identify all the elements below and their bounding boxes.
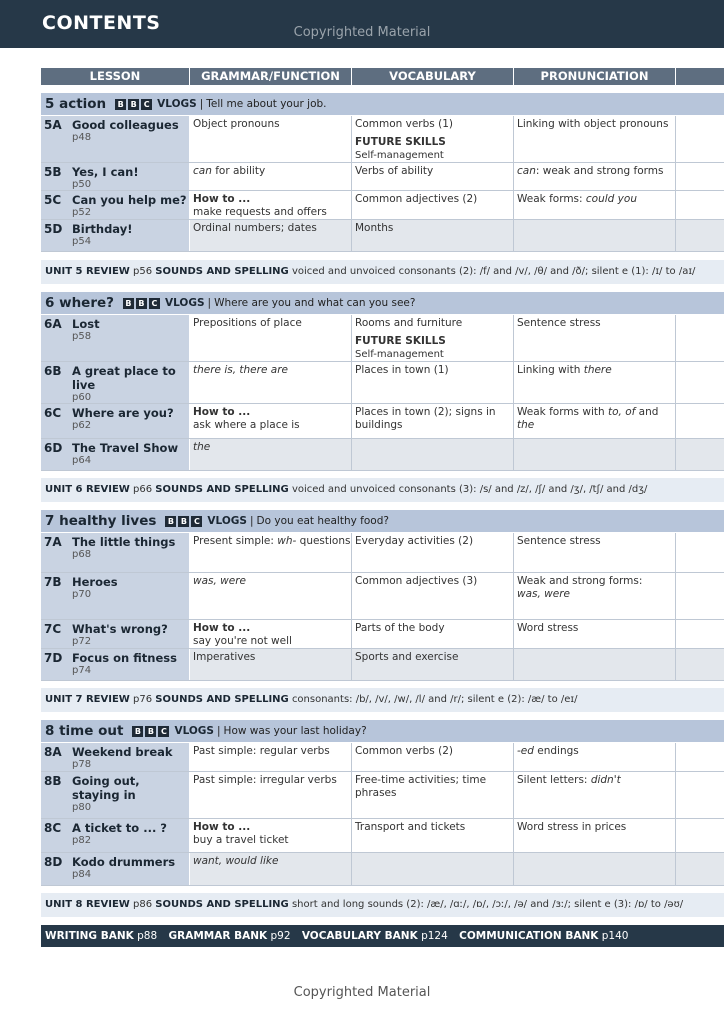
lesson-title[interactable]: A ticket to ... ? [72, 821, 167, 835]
lesson-code: 6C [41, 404, 69, 439]
column-header-extra [676, 68, 724, 85]
watermark-top: Copyrighted Material [293, 25, 431, 40]
column-header-grammar: GRAMMAR/FUNCTION [190, 68, 352, 85]
how-to-label: How to ... [193, 193, 251, 205]
unit-review-row[interactable] [41, 260, 724, 284]
lesson-code: 7B [41, 573, 69, 620]
grammar-line [193, 575, 351, 588]
grammar-cell [190, 315, 352, 362]
pronunciation-line [517, 118, 675, 131]
grammar-text: ask where a place is [193, 419, 300, 431]
vocabulary-cell [352, 533, 514, 573]
grammar-cell [190, 439, 352, 471]
grammar-text: Past simple: regular verbs [193, 745, 330, 757]
footer-vocabulary-bank[interactable]: VOCABULARY BANK [301, 930, 418, 942]
vlogs-separator: | [217, 725, 221, 737]
lesson-cell [69, 819, 190, 853]
extra-column-cell [676, 404, 724, 439]
extra-column-cell [676, 649, 724, 681]
lesson-row[interactable] [41, 116, 724, 163]
lesson-row[interactable] [41, 743, 724, 772]
lesson-row[interactable] [41, 819, 724, 853]
lesson-title[interactable]: The Travel Show [72, 441, 179, 455]
lesson-code: 5A [41, 116, 69, 163]
lesson-code: 8A [41, 743, 69, 772]
lesson-cell [69, 163, 190, 191]
grammar-text: Past simple: irregular verbs [193, 774, 337, 786]
footer-communication-page: p140 [601, 930, 629, 942]
vocabulary-text: Everyday activities (2) [355, 535, 474, 547]
grammar-italic: can [193, 165, 212, 177]
pronunciation-italic-2: there [583, 364, 612, 376]
grammar-cell [190, 116, 352, 163]
vocabulary-text: Verbs of ability [355, 165, 434, 177]
pronunciation-tail: and [635, 406, 659, 418]
future-skills-sub: Self-management [355, 150, 444, 161]
lesson-code: 8D [41, 853, 69, 886]
lesson-cell [69, 772, 190, 819]
pronunciation-line [517, 774, 675, 787]
pronunciation-cell [514, 220, 676, 252]
pronunciation-text: Sentence stress [517, 535, 601, 547]
unit-header [41, 93, 724, 115]
pronunciation-text: endings [533, 745, 579, 757]
lesson-code: 7D [41, 649, 69, 681]
lesson-title[interactable]: Good colleagues [72, 118, 179, 132]
lesson-page: p82 [72, 835, 92, 846]
vocabulary-text: Common verbs (1) [355, 118, 453, 130]
pronunciation-line [517, 193, 675, 206]
pronunciation-text: Weak forms with [517, 406, 608, 418]
lesson-row[interactable] [41, 220, 724, 252]
column-header-lesson: LESSON [41, 68, 190, 85]
grammar-cell [190, 404, 352, 439]
unit-header [41, 292, 724, 314]
lesson-cell [69, 853, 190, 886]
lesson-title[interactable]: Yes, I can! [72, 165, 139, 179]
row-divider [41, 251, 724, 252]
pronunciation-text: Weak forms: [517, 193, 586, 205]
sounds-spelling-label: SOUNDS AND SPELLING [155, 266, 289, 277]
grammar-text: say you're not well [193, 635, 292, 647]
extra-column-cell [676, 362, 724, 404]
lesson-page: p54 [72, 236, 92, 247]
grammar-line [193, 774, 351, 787]
watermark-bottom: Copyrighted Material [293, 985, 431, 1000]
pronunciation-cell [514, 620, 676, 649]
extra-column-cell [676, 743, 724, 772]
lesson-page: p50 [72, 179, 92, 190]
pronunciation-text: Word stress in prices [517, 821, 627, 833]
grammar-cell [190, 362, 352, 404]
grammar-line [193, 651, 351, 664]
grammar-line [193, 441, 351, 454]
pronunciation-cell [514, 362, 676, 404]
review-page: p56 [133, 266, 153, 277]
pronunciation-line [517, 622, 675, 635]
footer-banks [41, 925, 724, 947]
lesson-row[interactable] [41, 853, 724, 886]
lesson-title[interactable]: Going out, staying in [72, 774, 140, 802]
footer-grammar-page: p92 [270, 930, 291, 942]
extra-column-cell [676, 819, 724, 853]
unit-review-row[interactable] [41, 688, 724, 712]
pronunciation-text: Sentence stress [517, 317, 601, 329]
pronunciation-italic: -ed [517, 745, 534, 757]
lesson-cell [69, 315, 190, 362]
lesson-title[interactable]: Heroes [72, 575, 118, 589]
vocabulary-cell [352, 853, 514, 886]
vocabulary-text: Parts of the body [355, 622, 445, 634]
grammar-line [193, 317, 351, 330]
extra-column-cell [676, 620, 724, 649]
lesson-code: 5C [41, 191, 69, 220]
pronunciation-cell [514, 853, 676, 886]
grammar-text: Ordinal numbers; dates [193, 222, 317, 234]
lesson-page: p80 [72, 802, 92, 813]
lesson-code: 8C [41, 819, 69, 853]
pronunciation-cell [514, 573, 676, 620]
lesson-page: p52 [72, 207, 92, 218]
grammar-line [193, 165, 351, 178]
unit-header [41, 510, 724, 532]
footer-writing-bank[interactable]: WRITING BANK [45, 930, 134, 942]
lesson-code: 5D [41, 220, 69, 252]
lesson-row[interactable] [41, 191, 724, 220]
grammar-text: make requests and offers [193, 206, 327, 218]
lesson-row[interactable] [41, 533, 724, 573]
lesson-row[interactable] [41, 439, 724, 471]
vlog-question[interactable]: How was your last holiday? [223, 725, 367, 737]
grammar-italic: want, would like [193, 855, 279, 867]
lesson-title[interactable]: Where are you? [72, 406, 174, 420]
lesson-row[interactable] [41, 620, 724, 649]
pronunciation-italic-line2: was, were [517, 588, 570, 600]
row-divider [41, 885, 724, 886]
vlogs-label: VLOGS [157, 98, 197, 110]
vocabulary-cell [352, 743, 514, 772]
review-label[interactable]: UNIT 7 REVIEW [45, 694, 130, 705]
sounds-spelling-label: SOUNDS AND SPELLING [155, 484, 289, 495]
vlogs-label: VLOGS [174, 725, 214, 737]
vocabulary-cell [352, 191, 514, 220]
vocabulary-cell [352, 315, 514, 362]
grammar-line [193, 855, 351, 868]
sounds-spelling-text: short and long sounds (2): /æ/, /ɑː/, /ɒ/, /ɔː/, /ə/ and /ɜː/; silent e (3): /ɒ/ to /əʊ/ [291, 899, 684, 910]
vocabulary-text: Rooms and furniture [355, 317, 463, 329]
vocabulary-text: Sports and exercise [355, 651, 459, 663]
unit-review-row[interactable] [41, 478, 724, 502]
lesson-page: p58 [72, 331, 92, 342]
grammar-cell [190, 743, 352, 772]
lesson-page: p84 [72, 869, 92, 880]
pronunciation-line [517, 364, 675, 377]
lesson-title[interactable]: Weekend break [72, 745, 173, 759]
grammar-tail: questions [296, 535, 351, 547]
grammar-text: for ability [211, 165, 266, 177]
sounds-spelling-text: consonants: /b/, /v/, /w/, /l/ and /r/; silent e (2): /æ/ to /eɪ/ [291, 694, 578, 705]
vocabulary-cell [352, 620, 514, 649]
vocabulary-text: Places in town (1) [355, 364, 449, 376]
lesson-page: p72 [72, 636, 92, 647]
column-header-pronunciation: PRONUNCIATION [514, 68, 676, 85]
bbc-logo: B B C [115, 99, 152, 110]
lesson-cell [69, 116, 190, 163]
pronunciation-cell [514, 772, 676, 819]
pronunciation-line [517, 575, 675, 588]
grammar-cell [190, 533, 352, 573]
lesson-cell [69, 533, 190, 573]
vlog-question[interactable]: Where are you and what can you see? [214, 297, 416, 309]
vocabulary-cell [352, 573, 514, 620]
lesson-title[interactable]: The little things [72, 535, 176, 549]
pronunciation-cell [514, 533, 676, 573]
pronunciation-cell [514, 819, 676, 853]
pronunciation-italic-2: could you [585, 193, 637, 205]
lesson-title[interactable]: Focus on fitness [72, 651, 177, 665]
vocabulary-text: Free-time activities; time phrases [355, 774, 487, 799]
unit-title: 5 action [45, 96, 107, 112]
grammar-italic: the [193, 441, 211, 453]
pronunciation-text: Word stress [517, 622, 579, 634]
grammar-text: Prepositions of place [193, 317, 302, 329]
how-to-label: How to ... [193, 406, 251, 418]
extra-column-cell [676, 772, 724, 819]
lesson-code: 6B [41, 362, 69, 404]
vocabulary-text: Transport and tickets [355, 821, 466, 833]
pronunciation-text: Linking with [517, 364, 584, 376]
lesson-code: 5B [41, 163, 69, 191]
extra-column-cell [676, 439, 724, 471]
lesson-page: p74 [72, 665, 92, 676]
footer-communication-bank[interactable]: COMMUNICATION BANK [459, 930, 599, 942]
grammar-italic-2: wh- [277, 535, 297, 547]
lesson-title[interactable]: Birthday! [72, 222, 133, 236]
lesson-page: p78 [72, 759, 92, 770]
lesson-code: 6D [41, 439, 69, 471]
grammar-line [193, 364, 351, 377]
sounds-spelling-text: voiced and unvoiced consonants (3): /s/ and /z/, /ʃ/ and /ʒ/, /tʃ/ and /dʒ/ [291, 484, 648, 495]
extra-column-cell [676, 573, 724, 620]
bbc-logo: B B C [165, 516, 202, 527]
extra-column-cell [676, 163, 724, 191]
grammar-cell [190, 819, 352, 853]
grammar-text: Present simple: [193, 535, 278, 547]
pronunciation-cell [514, 743, 676, 772]
lesson-page: p70 [72, 589, 92, 600]
footer-grammar-bank[interactable]: GRAMMAR BANK [168, 930, 268, 942]
pronunciation-line [517, 821, 675, 834]
how-to-label: How to ... [193, 622, 251, 634]
future-skills-label: FUTURE SKILLS [355, 335, 446, 347]
vocabulary-text: Common adjectives (3) [355, 575, 478, 587]
grammar-cell [190, 853, 352, 886]
review-page: p76 [133, 694, 153, 705]
lesson-code: 7C [41, 620, 69, 649]
pronunciation-line [517, 745, 675, 758]
sounds-spelling-label: SOUNDS AND SPELLING [155, 694, 289, 705]
grammar-text: Object pronouns [193, 118, 280, 130]
page-title: CONTENTS [42, 12, 161, 34]
vlogs-separator: | [249, 515, 254, 527]
pronunciation-line [517, 406, 675, 432]
pronunciation-line [517, 317, 675, 330]
column-header-vocabulary: VOCABULARY [352, 68, 514, 85]
grammar-line [193, 535, 351, 548]
vocabulary-text: Months [355, 222, 394, 234]
future-skills-label: FUTURE SKILLS [355, 136, 446, 148]
lesson-title[interactable]: Can you help me? [72, 193, 187, 207]
lesson-cell [69, 620, 190, 649]
future-skills-sub: Self-management [355, 349, 444, 360]
unit-header [41, 720, 724, 742]
pronunciation-cell [514, 404, 676, 439]
footer-vocabulary-page: p124 [421, 930, 448, 942]
page-header [0, 0, 724, 48]
pronunciation-italic-3: the [517, 419, 535, 431]
lesson-page: p68 [72, 549, 92, 560]
grammar-italic: there is, there are [193, 364, 288, 376]
lesson-row[interactable] [41, 573, 724, 620]
review-label[interactable]: UNIT 5 REVIEW [45, 266, 130, 277]
vocabulary-cell [352, 819, 514, 853]
lesson-cell [69, 220, 190, 252]
grammar-text: buy a travel ticket [193, 834, 289, 846]
lesson-page: p62 [72, 420, 92, 431]
extra-column-cell [676, 533, 724, 573]
grammar-cell [190, 573, 352, 620]
lesson-row[interactable] [41, 163, 724, 191]
vocabulary-cell [352, 649, 514, 681]
lesson-row[interactable] [41, 649, 724, 681]
vocabulary-cell [352, 439, 514, 471]
lesson-cell [69, 404, 190, 439]
vocabulary-text: Common verbs (2) [355, 745, 453, 757]
vocabulary-cell [352, 404, 514, 439]
pronunciation-italic: can [517, 165, 536, 177]
vocabulary-cell [352, 362, 514, 404]
lesson-code: 7A [41, 533, 69, 573]
lesson-row[interactable] [41, 404, 724, 439]
pronunciation-cell [514, 315, 676, 362]
column-headers [41, 68, 724, 85]
grammar-cell [190, 163, 352, 191]
lesson-page: p48 [72, 132, 92, 143]
grammar-cell [190, 620, 352, 649]
row-divider [41, 470, 724, 471]
lesson-cell [69, 573, 190, 620]
grammar-cell [190, 191, 352, 220]
grammar-line [193, 745, 351, 758]
pronunciation-line [517, 165, 675, 178]
review-page: p86 [133, 899, 153, 910]
pronunciation-cell [514, 163, 676, 191]
grammar-cell [190, 220, 352, 252]
extra-column-cell [676, 220, 724, 252]
grammar-text: Imperatives [193, 651, 256, 663]
vlogs-separator: | [199, 98, 204, 110]
lesson-title[interactable]: A great place to live [72, 364, 176, 392]
unit-title: 7 healthy lives [45, 513, 157, 529]
lesson-cell [69, 191, 190, 220]
lesson-title[interactable]: What's wrong? [72, 622, 168, 636]
vlog-question[interactable]: Do you eat healthy food? [256, 515, 389, 527]
pronunciation-italic-2: didn't [590, 774, 621, 786]
extra-column-cell [676, 116, 724, 163]
unit-review-row[interactable] [41, 893, 724, 917]
review-label[interactable]: UNIT 6 REVIEW [45, 484, 130, 495]
grammar-line [193, 118, 351, 131]
lesson-row[interactable] [41, 315, 724, 362]
grammar-cell [190, 772, 352, 819]
pronunciation-line [517, 535, 675, 548]
grammar-line [193, 222, 351, 235]
vlogs-label: VLOGS [164, 297, 205, 309]
pronunciation-cell [514, 191, 676, 220]
extra-column-cell [676, 315, 724, 362]
lesson-title[interactable]: Lost [72, 317, 100, 331]
pronunciation-cell [514, 439, 676, 471]
grammar-italic: was, were [193, 575, 246, 587]
extra-column-cell [676, 853, 724, 886]
vocabulary-text: Places in town (2); signs in buildings [355, 406, 496, 431]
bbc-logo: B B C [123, 298, 160, 309]
bbc-logo: B B C [132, 726, 169, 737]
lesson-code: 8B [41, 772, 69, 819]
review-page: p66 [133, 484, 153, 495]
lesson-cell [69, 649, 190, 681]
footer-writing-page: p88 [137, 930, 158, 942]
pronunciation-text: Silent letters: [517, 774, 591, 786]
pronunciation-text: : weak and strong forms [535, 165, 664, 177]
unit-title: 6 where? [45, 295, 114, 311]
lesson-row[interactable] [41, 362, 724, 404]
vocabulary-cell [352, 116, 514, 163]
lesson-page: p60 [72, 392, 92, 403]
extra-column-cell [676, 191, 724, 220]
lesson-cell [69, 743, 190, 772]
vlogs-separator: | [207, 297, 212, 309]
pronunciation-text: Linking with object pronouns [517, 118, 669, 130]
pronunciation-cell [514, 649, 676, 681]
lesson-cell [69, 362, 190, 404]
vocabulary-text: Common adjectives (2) [355, 193, 478, 205]
grammar-cell [190, 649, 352, 681]
how-to-label: How to ... [193, 821, 251, 833]
pronunciation-cell [514, 116, 676, 163]
row-divider [41, 680, 724, 681]
vlogs-label: VLOGS [207, 515, 247, 527]
lesson-title[interactable]: Kodo drummers [72, 855, 176, 869]
lesson-page: p64 [72, 455, 92, 466]
vocabulary-cell [352, 220, 514, 252]
lesson-code: 6A [41, 315, 69, 362]
pronunciation-italic-2: to, of [607, 406, 636, 418]
sounds-spelling-label: SOUNDS AND SPELLING [155, 899, 289, 910]
vocabulary-cell [352, 772, 514, 819]
review-label[interactable]: UNIT 8 REVIEW [45, 899, 130, 910]
pronunciation-text: Weak and strong forms: [517, 575, 643, 587]
sounds-spelling-text: voiced and unvoiced consonants (2): /f/ and /v/, /θ/ and /ð/; silent e (1): /ɪ/ to /aɪ/ [291, 266, 696, 277]
vocabulary-cell [352, 163, 514, 191]
lesson-cell [69, 439, 190, 471]
unit-title: 8 time out [45, 723, 124, 739]
vlog-question[interactable]: Tell me about your job. [206, 98, 327, 110]
lesson-row[interactable] [41, 772, 724, 819]
